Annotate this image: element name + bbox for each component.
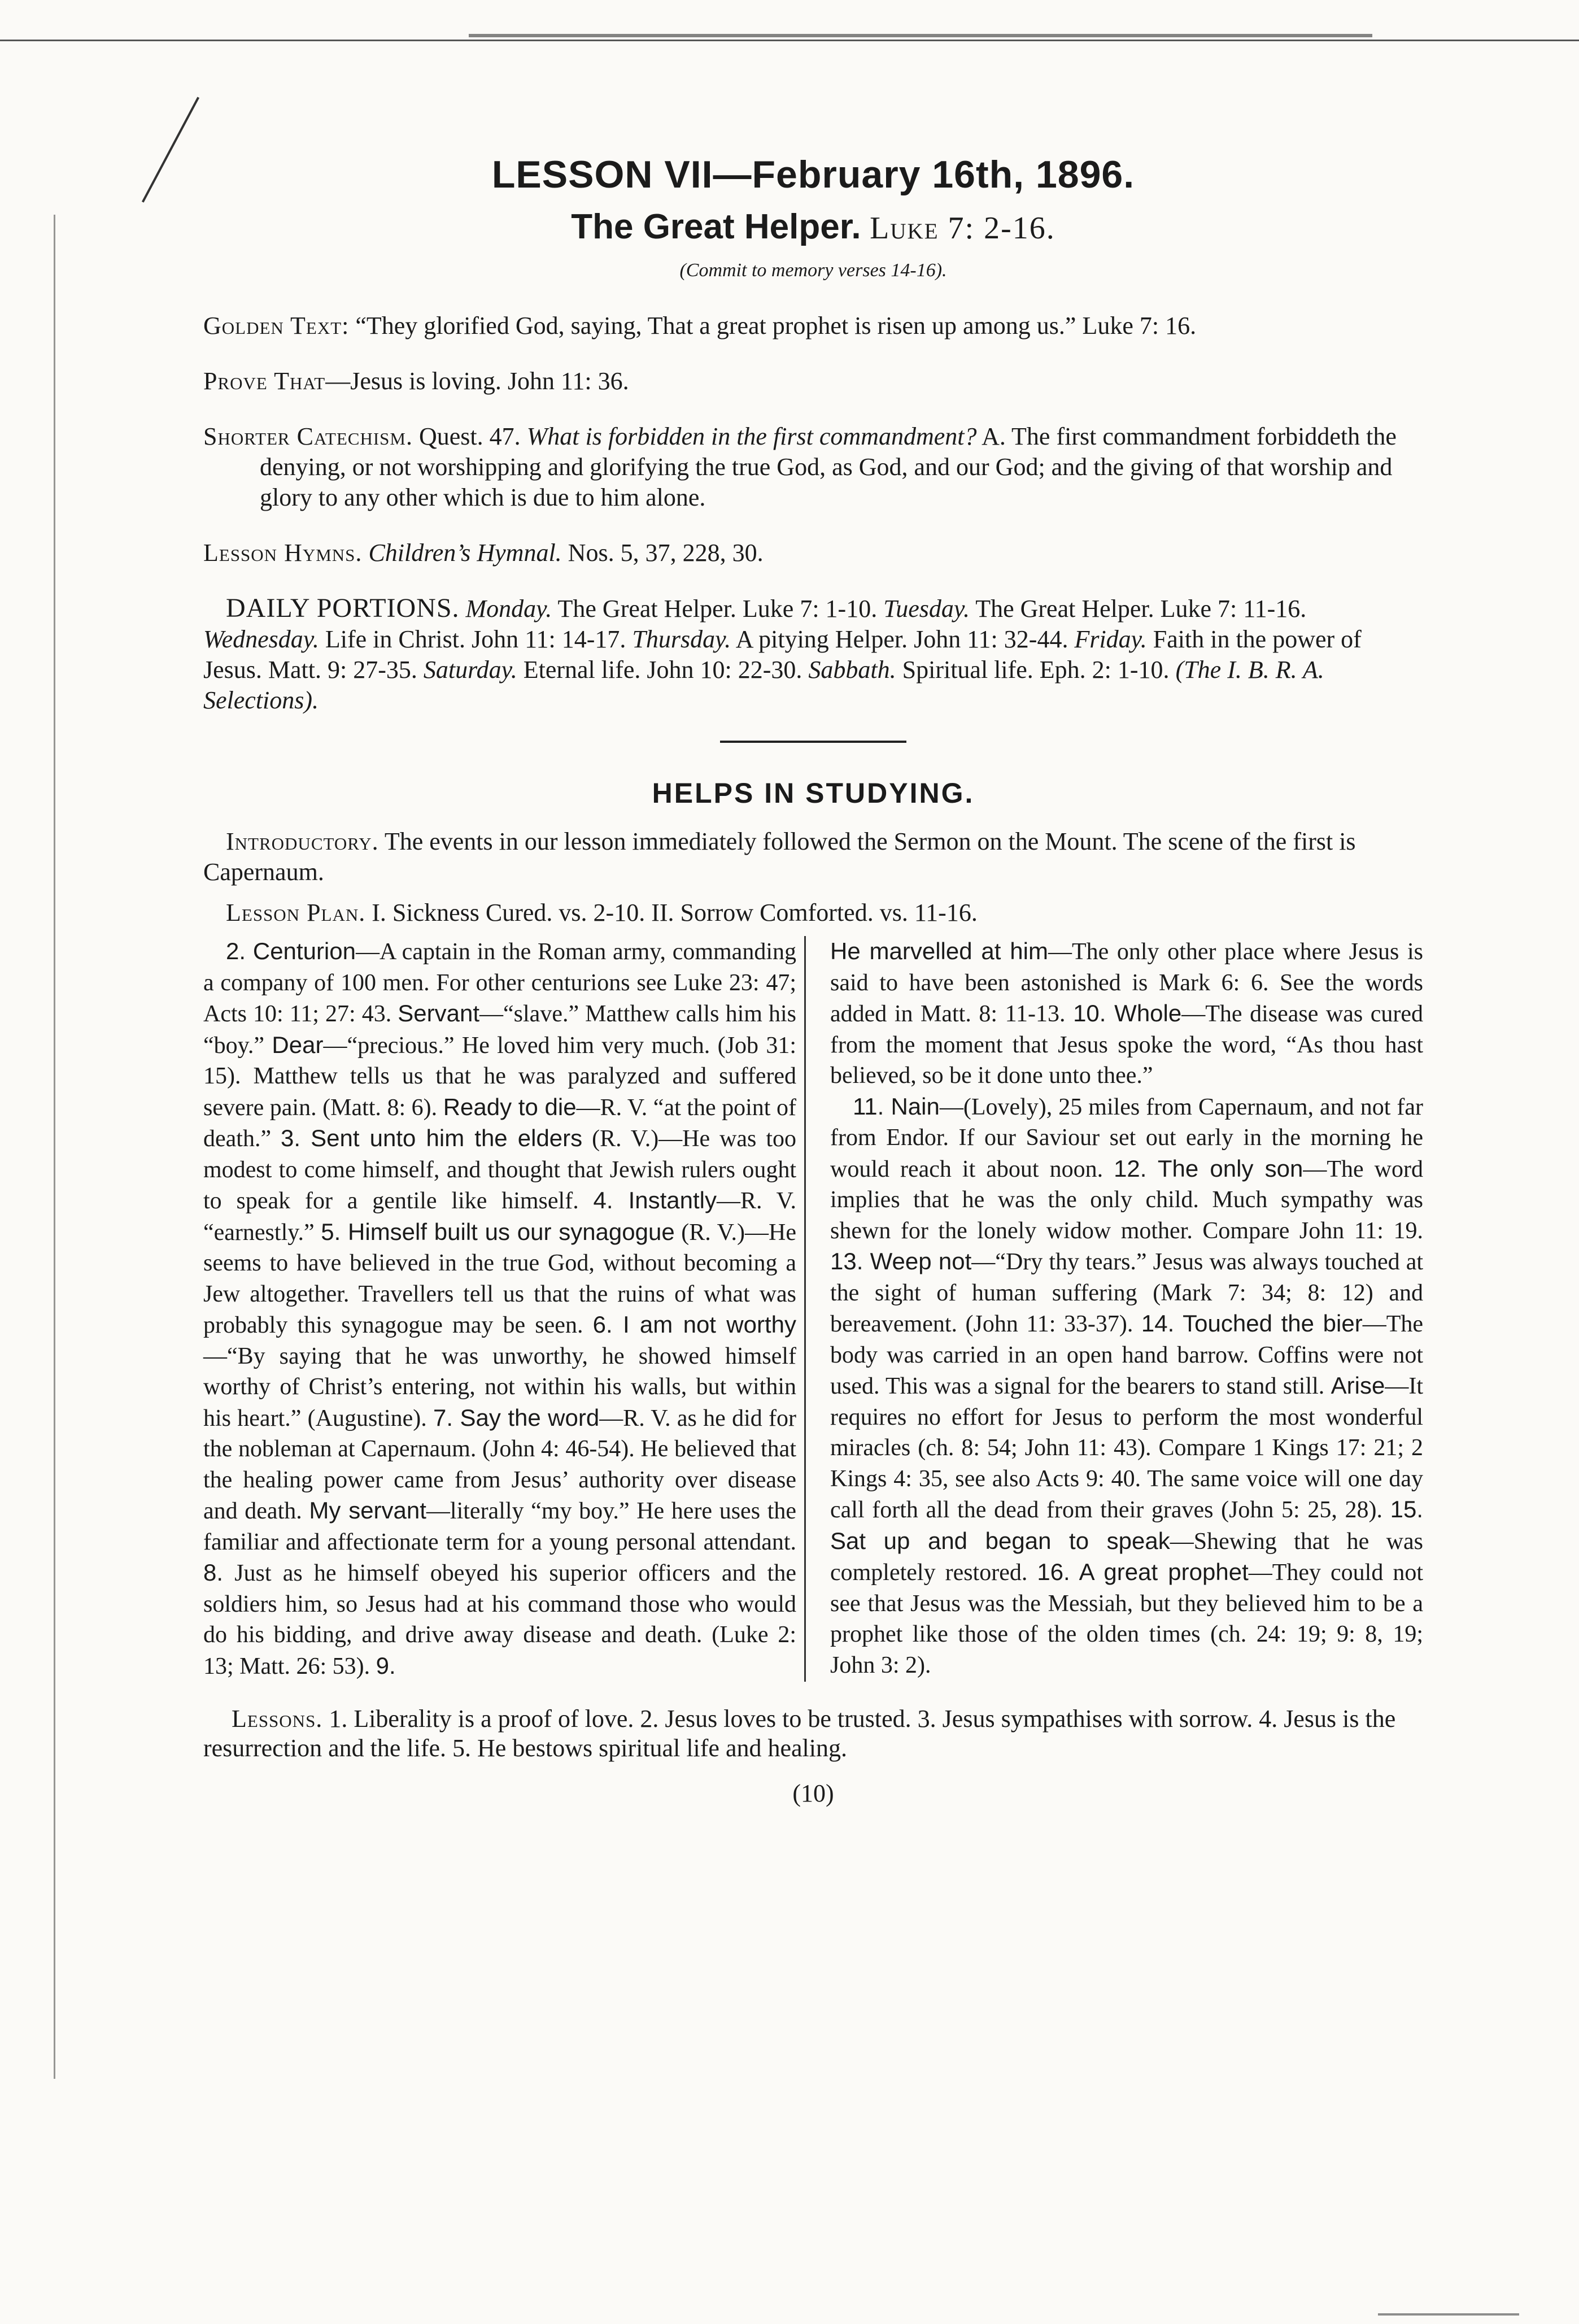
right-column-text-1 [830, 936, 1423, 1091]
right-column-text-2 [830, 1091, 1423, 1681]
daily-day-2: Tuesday. [883, 595, 970, 623]
note-bold: 11. Nain [853, 1093, 940, 1120]
lesson-title: LESSON VII—February 16th, 1896. [491, 153, 1135, 196]
lessons-text: 1. Liberality is a proof of love. 2. Jesus loves to be trusted. 3. Jesus sympathises with sorrow. 4. Jesus is the resurrection and the life. 5. He bestows spiritual life and healing. [203, 1705, 1396, 1762]
note-text: —literally “my boy.” He here uses the familiar and affectionate term for a young personal attendant. [203, 1498, 796, 1555]
catechism-quest: Quest. 47. [418, 423, 521, 450]
note-bold: 16. A great prophet [1037, 1559, 1249, 1585]
section-divider [720, 741, 906, 743]
daily-text-1: The Great Helper. Luke 7: 1-10. [557, 595, 878, 623]
note-text: —The disease was cured from the moment that Jesus spoke the word, “As thou hast believed, so be it done unto thee.” [830, 1001, 1424, 1089]
note-text: —R. V. “at the point of death.” [203, 1094, 796, 1152]
daily-day-6: Saturday. [423, 656, 517, 684]
catechism-question: What is forbidden in the first commandment? [526, 423, 977, 450]
introductory [203, 826, 1423, 887]
note-bold: 7. Say the word [433, 1404, 600, 1431]
note-bold: 13. Weep not [830, 1248, 972, 1274]
daily-text-3: Life in Christ. John 11: 14-17. [325, 625, 626, 653]
note-bold: 5. Himself built us our synagogue [321, 1218, 675, 1245]
daily-day-3: Wednesday. [203, 625, 319, 653]
daily-text-5: Faith in the power of Jesus. Matt. 9: 27-35. [203, 625, 1362, 684]
golden-body: “They glorified God, saying, That a great prophet is risen up among us.” Luke 7: 16. [355, 312, 1197, 340]
lessons-summary [203, 1704, 1423, 1763]
plan-label: Lesson Plan. [226, 899, 366, 926]
note-bold: 2. Centurion [226, 938, 356, 964]
note-bold: 14. Touched the bier [1141, 1310, 1363, 1337]
note-bold: 9. [376, 1652, 396, 1679]
left-column [203, 936, 806, 1682]
daily-day-7: Sabbath. [808, 656, 896, 684]
daily-day-4: Thursday. [632, 625, 731, 653]
note-text: —“By saying that he was unworthy, he showed himself worthy of Christ’s entering, not within his walls, but within his heart.” (Augustine). [203, 1343, 796, 1431]
note-bold: 6. I am not worthy [592, 1311, 796, 1338]
daily-text-6: Eternal life. John 10: 22-30. [523, 656, 802, 684]
helps-heading: HELPS IN STUDYING. [652, 777, 975, 809]
note-text: (R. V.)—He was too modest to come himself, and thought that Jewish rulers ought to speak for a gentile like himself. [203, 1126, 797, 1214]
note-bold: 4. Instantly [593, 1187, 717, 1213]
hymns-nos: Nos. 5, 37, 228, 30. [568, 539, 764, 567]
note-text: —“Dry thy tears.” Jesus was always touched at the sight of human suffering (Mark 7: 34; 8: 12) and bereavement. (John 11: 33-37). [830, 1249, 1423, 1337]
subtitle-ref: Luke 7: 2-16. [870, 211, 1055, 246]
note-text: —The body was carried in an open hand barrow. Coffins were not used. This was a signal for the bearers to stand still. [830, 1311, 1423, 1399]
note-text: —A captain in the Roman army, commanding a company of 100 men. For other centurions see Luke 23: 47; Acts 10: 11; 27: 43. [203, 939, 796, 1027]
plan-text: I. Sickness Cured. vs. 2-10. II. Sorrow Comforted. vs. 11-16. [372, 899, 978, 926]
note-text: Just as he himself obeyed his superior officers and the soldiers him, so Jesus had at his command those who would do his bidding, and drive away disease and death. (Luke 2: 13; Matt. 26: 53). [203, 1560, 796, 1679]
note-text: —R. V. “earnestly.” [203, 1188, 796, 1246]
note-bold: Arise [1331, 1372, 1385, 1399]
notes-columns [203, 936, 1423, 1682]
top-scan-line [0, 40, 1579, 41]
golden-text [203, 311, 1423, 341]
note-text: —(Lovely), 25 miles from Capernaum, and not far from Endor. If our Saviour set out early in the morning he would reach it about noon. [830, 1094, 1423, 1182]
catechism-answer: A. The first commandment forbiddeth the denying, or not worshipping and glorifying the true God, as God, and our God; and the giving of that worship and glory to any other which is due to him alone. [260, 423, 1397, 511]
left-scan-slash [142, 97, 199, 202]
note-text: —Shewing that he was completely restored. [830, 1528, 1423, 1586]
note-text: (R. V.)—He seems to have believed in the true God, without becoming a Jew altogether. Travellers tell us that the ruins of what was probably this synagogue may be seen. [203, 1219, 796, 1338]
top-scan-smudge [469, 34, 1372, 37]
daily-label: DAILY PORTIONS. [226, 593, 460, 623]
prove-that [203, 366, 1423, 397]
left-column-text [203, 936, 796, 1682]
hymns-label: Lesson Hymns. [203, 539, 363, 567]
daily-day-1: Monday. [465, 595, 552, 623]
note-bold: 10. Whole [1073, 1000, 1182, 1026]
note-text: —“slave.” Matthew calls him his “boy.” [203, 1001, 796, 1059]
lessons-label: Lessons. [232, 1705, 323, 1733]
prove-label: Prove That [203, 367, 326, 395]
note-text: —It requires no effort for Jesus to perform the most wonderful miracles (ch. 8: 54; John 11: 43). Compare 1 Kings 17: 21; 2 Kings 4: 35, see also Acts 9: 40. The same voice will one day call forth all the dead from their graves (John 5: 25, 28). [830, 1373, 1423, 1523]
note-bold: Dear [272, 1031, 324, 1058]
catechism-label: Shorter Catechism. [203, 423, 413, 450]
lesson-plan [203, 898, 1423, 928]
lesson-subtitle [203, 207, 1423, 247]
note-bold: 15. Sat up and began to speak [830, 1496, 1423, 1554]
shorter-catechism [203, 421, 1423, 513]
commit-note: (Commit to memory verses 14-16). [679, 260, 947, 281]
note-bold: My servant [309, 1497, 426, 1524]
note-bold: 12. The only son [1114, 1155, 1303, 1182]
hymns-book: Children’s Hymnal. [368, 539, 562, 567]
note-text: —R. V. as he did for the nobleman at Capernaum. (John 4: 46-54). He believed that the healing power came from Jesus’ authority over disease and death. [203, 1405, 796, 1524]
bottom-scan-smudge [1378, 2313, 1519, 2316]
left-scan-line [54, 215, 55, 2079]
lesson-hymns [203, 538, 1423, 568]
note-text: —They could not see that Jesus was the Messiah, but they believed him to be a prophet like those of the olden times (ch. 24: 19; 9: 8, 19; John 3: 2). [830, 1560, 1423, 1678]
right-column [827, 936, 1423, 1682]
subtitle-text: The Great Helper. [571, 207, 861, 246]
prove-body: —Jesus is loving. John 11: 36. [325, 367, 629, 395]
intro-label: Introductory. [226, 828, 379, 855]
note-bold: 3. Sent unto him the elders [281, 1125, 583, 1151]
daily-portions [203, 593, 1423, 716]
daily-text-2: The Great Helper. Luke 7: 11-16. [975, 595, 1307, 623]
note-text: —The only other place where Jesus is said to have been astonished is Mark 6: 6. See the words added in Matt. 8: 11-13. [830, 939, 1424, 1027]
note-bold: He marvelled at him [830, 938, 1048, 964]
note-text: —The word implies that he was the only child. Much sympathy was shewn for the lonely widow mother. Compare John 11: 19. [830, 1156, 1423, 1244]
note-bold: 8. [203, 1559, 224, 1586]
note-bold: Servant [398, 1000, 480, 1026]
page-number: (10) [792, 1779, 834, 1807]
daily-text-4: A pitying Helper. John 11: 32-44. [735, 625, 1068, 653]
note-bold: Ready to die [443, 1093, 577, 1120]
intro-text: The events in our lesson immediately followed the Sermon on the Mount. The scene of the first is Capernaum. [203, 828, 1356, 886]
daily-text-7: Spiritual life. Eph. 2: 1-10. [902, 656, 1170, 684]
lesson-page [203, 153, 1423, 1808]
daily-day-5: Friday. [1074, 625, 1147, 653]
daily-tail: (The I. B. R. A. Selections). [203, 656, 1324, 714]
golden-label: Golden Text: [203, 312, 350, 340]
note-text: —“precious.” He loved him very much. (Job 31: 15). Matthew tells us that he was paralyzed and suffered severe pain. (Matt. 8: 6). [203, 1032, 796, 1121]
